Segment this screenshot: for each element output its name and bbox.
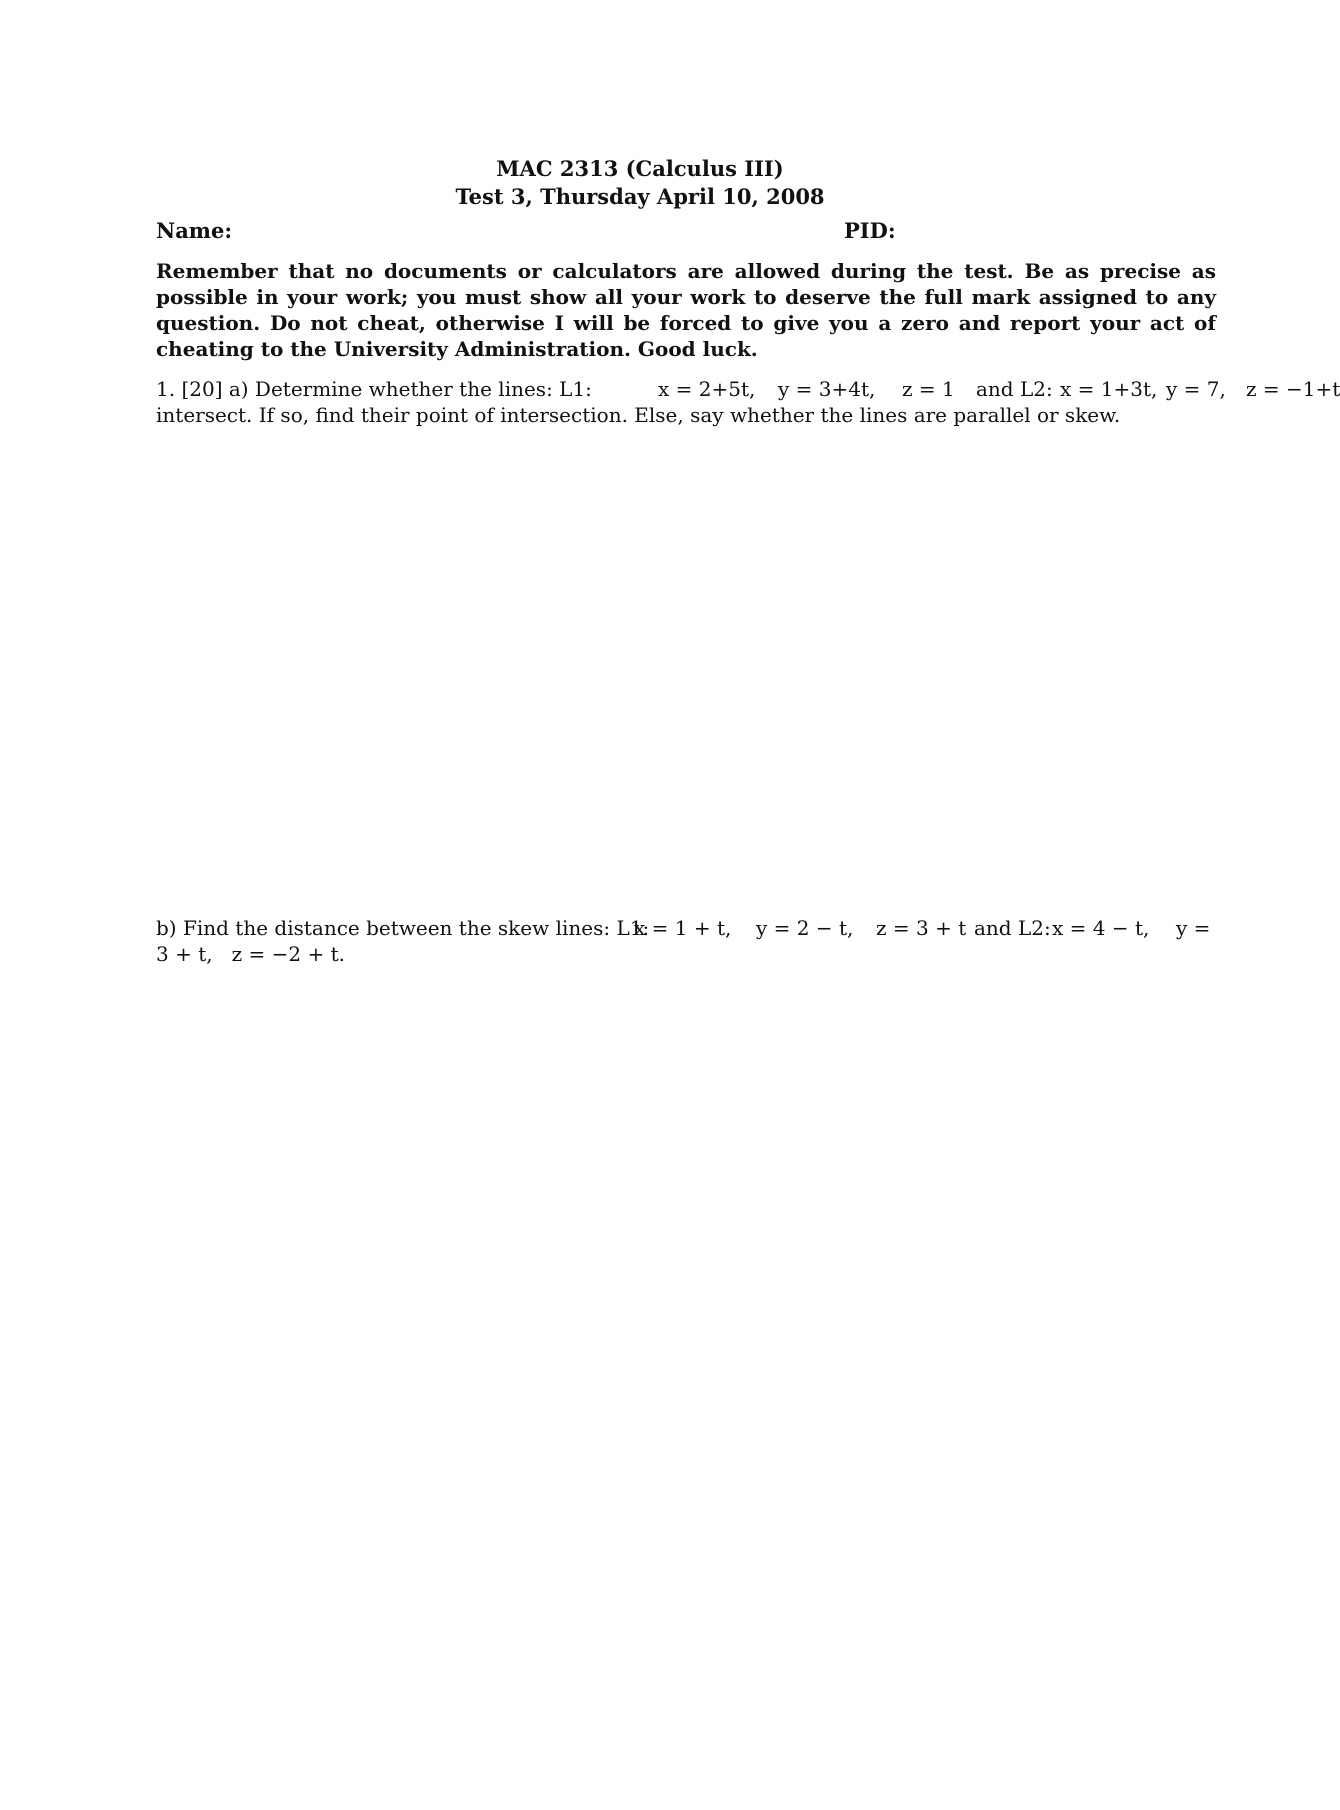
name-label: Name: [156,218,233,243]
q1b-l1-z: z = 3 + t [876,916,967,940]
question-1a-intro: 1. [20] a) Determine whether the lines: L1: [156,377,592,401]
question-1b-intro: b) Find the distance between the skew lines: L1: [156,916,650,940]
q1a-l1-y: y = 3+4t, [778,377,876,401]
q1a-l2-y: y = 7, [1166,377,1226,401]
test-title: Test 3, Thursday April 10, 2008 [455,184,825,209]
q1a-l2-z: z = −1+t [1246,377,1340,401]
pid-label: PID: [844,218,896,243]
test-instructions: Remember that no documents or calculators are allowed during the test. Be as precise as possible in your work; you must show all your work to deserve the full mark assigned to any question. Do not cheat, otherwise I will be forced to give you a zero and report your act of cheating to the University Administration. Good luck. [156,259,1216,361]
q1b-and-l2: and L2: [974,916,1051,940]
q1b-l1-x: x = 1 + t, [634,916,732,940]
course-title: MAC 2313 (Calculus III) [496,156,784,181]
q1b-l1-y: y = 2 − t, [756,916,854,940]
q1a-and-l2: and L2: [976,377,1053,401]
q1a-l1-z: z = 1 [902,377,955,401]
exam-header [0,155,1280,211]
question-1a-line-2: intersect. If so, find their point of intersection. Else, say whether the lines are parallel or skew. [156,403,1121,427]
q1a-l1-x: x = 2+5t, [658,377,756,401]
q1a-l2-x: x = 1+3t, [1060,377,1158,401]
student-info-row [156,218,1216,248]
question-1b-line-2: 3 + t, z = −2 + t. [156,942,346,966]
q1b-l2-y-start: y = [1176,916,1211,940]
q1b-l2-x: x = 4 − t, [1052,916,1150,940]
